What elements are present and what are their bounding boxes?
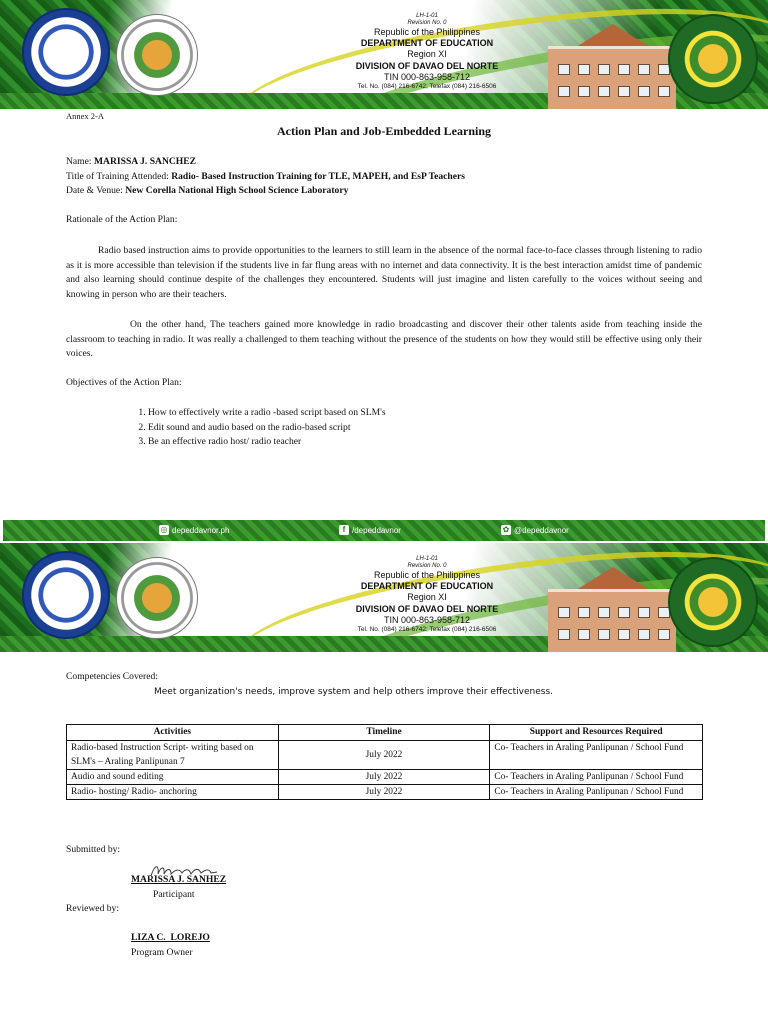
doc-code: LH-1-01 (416, 556, 438, 562)
rationale-paragraph-2: On the other hand, The teachers gained more knowledge in radio broadcasting and discover their other talents aside from teaching inside the classroom to teaching in radio. It was really a challenged to them teaching without the presence of the students on how they would still be effective using only their voices. (66, 319, 702, 360)
column-header-timeline: Timeline (278, 725, 490, 741)
submitted-by-label: Submitted by: (66, 844, 121, 855)
competencies-text: Meet organization's needs, improve system and help others improve their effectiveness. (154, 687, 554, 697)
venue-label: Date & Venue: (66, 185, 123, 196)
column-header-support: Support and Resources Required (490, 725, 703, 741)
venue-value: New Corella National High School Science Laboratory (125, 185, 349, 196)
globe-icon: ◎ (160, 525, 168, 534)
reviewed-by-label: Reviewed by: (66, 903, 120, 914)
reviewer-name: LIZA C. LOREJO (131, 932, 210, 943)
training-label: Title of Training Attended: (66, 171, 169, 182)
activities-table (66, 724, 703, 800)
timeline-cell: July 2022 (278, 785, 490, 800)
facebook-text: /depeddavnor (352, 525, 401, 535)
region-line: Region XI (407, 592, 447, 602)
division-line: DIVISION OF DAVAO DEL NORTE (355, 604, 499, 614)
objective-item: 1. How to effectively write a radio -based script based on SLM's (148, 406, 386, 421)
venue-line (66, 184, 348, 199)
table-row (67, 785, 703, 800)
website-text: depeddavnor.ph (172, 525, 230, 535)
tin-line: TIN 000-863-958-712 (383, 615, 471, 625)
timeline-cell: July 2022 (278, 741, 490, 770)
training-value: Radio- Based Instruction Training for TLE, MAPEH, and EsP Teachers (171, 171, 466, 182)
letterhead-text (262, 13, 592, 91)
department-of-education-seal-icon (116, 557, 198, 639)
table-header-row (67, 725, 703, 741)
name-value: MARISSA J. SANCHEZ (93, 156, 197, 167)
competencies-heading: Competencies Covered: (66, 671, 158, 682)
reviewer-role: Program Owner (131, 947, 193, 958)
twitter-text: @depeddavnor (514, 525, 569, 535)
letterhead-banner (0, 0, 768, 109)
objectives-list (130, 406, 386, 450)
column-header-activities: Activities (67, 725, 279, 741)
revision-number: Revision No. 0 (407, 563, 447, 569)
name-line (66, 155, 196, 170)
support-cell: Co- Teachers in Araling Panlipunan / School Fund (490, 785, 703, 800)
page-title: Action Plan and Job-Embedded Learning (276, 124, 492, 138)
objective-item: 3. Be an effective radio host/ radio teacher (148, 435, 386, 450)
division-davao-del-norte-seal-icon (668, 14, 758, 104)
rationale-heading: Rationale of the Action Plan: (66, 214, 178, 225)
deped-seal-icon (22, 8, 110, 96)
table-row (67, 741, 703, 770)
activity-cell: Radio- hosting/ Radio- anchoring (67, 785, 279, 800)
footer-facebook (339, 525, 401, 535)
name-label: Name: (66, 156, 92, 167)
table-row (67, 770, 703, 785)
twitter-icon: ✿ (502, 525, 510, 534)
department-of-education-seal-icon (116, 14, 198, 96)
rationale-paragraph-1: Radio based instruction aims to provide opportunities to the learners to still learn in the absence of the normal face-to-face classes through listening to radio as it is more accessible than television if the students live in far flung areas with no internet and data connectivity. It is the best interaction amidst time of pandemic and also learning should continue despite of the challenges they encountered. Students will just imagine and listen carefully to the voices without seeing and knowing in person who are their teachers. (66, 245, 702, 300)
footer-website (159, 525, 229, 535)
footer-band (3, 520, 765, 541)
timeline-cell: July 2022 (278, 770, 490, 785)
division-line: DIVISION OF DAVAO DEL NORTE (355, 61, 499, 71)
activity-cell: Audio and sound editing (67, 770, 279, 785)
support-cell: Co- Teachers in Araling Panlipunan / School Fund (490, 741, 703, 770)
region-line: Region XI (407, 49, 447, 59)
footer-twitter (501, 525, 569, 535)
objective-item: 2. Edit sound and audio based on the radio-based script (148, 421, 386, 436)
department-line: DEPARTMENT OF EDUCATION (360, 581, 494, 591)
division-davao-del-norte-seal-icon (668, 557, 758, 647)
submitter-name: MARISSA J. SANHEZ (131, 874, 227, 885)
republic-line: Republic of the Philippines (373, 27, 481, 37)
tel-line: Tel. No. (084) 216-6742; Telefax (084) 216-6506 (357, 626, 497, 633)
tel-line: Tel. No. (084) 216-6742; Telefax (084) 216-6506 (357, 83, 497, 90)
submitter-role: Participant (153, 889, 195, 900)
objectives-heading: Objectives of the Action Plan: (66, 377, 182, 388)
doc-code: LH-1-01 (416, 13, 438, 19)
training-line (66, 170, 465, 185)
deped-seal-icon (22, 551, 110, 639)
letterhead-text (262, 556, 592, 634)
revision-number: Revision No. 0 (407, 20, 447, 26)
republic-line: Republic of the Philippines (373, 570, 481, 580)
facebook-icon: f (339, 525, 349, 535)
support-cell: Co- Teachers in Araling Panlipunan / School Fund (490, 770, 703, 785)
annex-label: Annex 2-A (66, 111, 105, 121)
activity-cell: Radio-based Instruction Script- writing based on SLM's – Araling Panlipunan 7 (67, 741, 279, 770)
letterhead-banner (0, 543, 768, 652)
department-line: DEPARTMENT OF EDUCATION (360, 38, 494, 48)
tin-line: TIN 000-863-958-712 (383, 72, 471, 82)
